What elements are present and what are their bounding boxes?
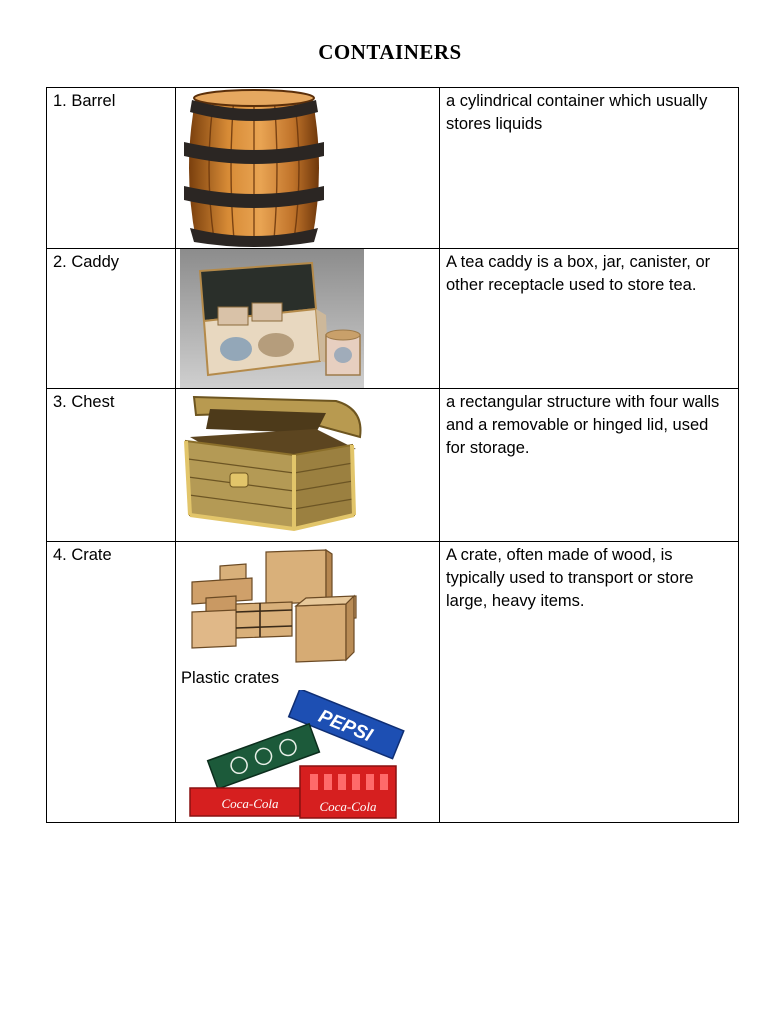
coke-brand-text: Coca-Cola (319, 799, 377, 814)
container-name: 1. Barrel (53, 92, 116, 110)
container-name-cell (47, 542, 176, 823)
container-description: a cylindrical container which usually stores liquids (446, 92, 708, 133)
container-name-cell (47, 389, 176, 542)
container-name-cell (47, 88, 176, 249)
page-title: CONTAINERS (318, 40, 462, 64)
container-description-cell (440, 542, 739, 823)
table-row (47, 88, 739, 249)
table-row (47, 249, 739, 389)
container-description-cell (440, 88, 739, 249)
container-description-cell (440, 249, 739, 389)
container-description-cell (440, 389, 739, 542)
plastic-crates-image (176, 690, 439, 821)
table-row (47, 389, 739, 542)
container-name: 2. Caddy (53, 253, 120, 271)
container-description: a rectangular structure with four walls and a removable or hinged lid, used for storage. (446, 393, 720, 457)
pepsi-brand-text: PEPSI (315, 705, 376, 747)
containers-table (46, 87, 739, 823)
container-name: 4. Crate (53, 546, 112, 564)
wooden-crates-image (176, 542, 439, 667)
coke-brand-text: Coca-Cola (221, 796, 279, 811)
container-image-cell (176, 249, 440, 389)
container-image-cell (176, 88, 440, 249)
container-image-cell (176, 389, 440, 542)
barrel-image (176, 88, 439, 248)
table-row (47, 542, 739, 823)
container-name-cell (47, 249, 176, 389)
container-image-cell (176, 542, 440, 823)
container-description: A crate, often made of wood, is typically used to transport or store large, heavy items. (446, 546, 694, 610)
tea-caddy-image (176, 249, 439, 388)
container-description: A tea caddy is a box, jar, canister, or other receptacle used to store tea. (446, 253, 711, 294)
treasure-chest-image (176, 389, 439, 541)
container-name: 3. Chest (53, 393, 115, 411)
plastic-crates-label: Plastic crates (181, 669, 280, 687)
